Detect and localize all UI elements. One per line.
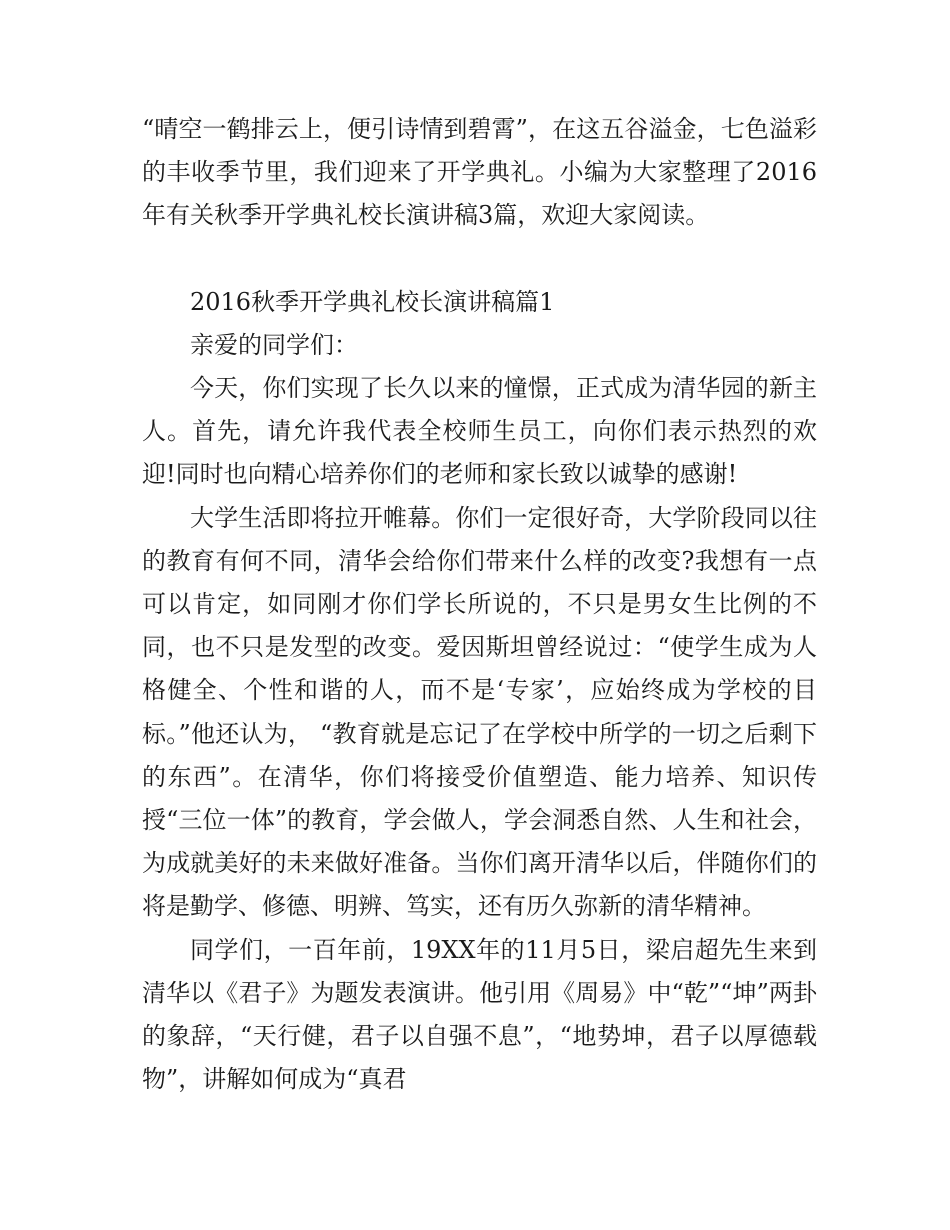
body-paragraph-1: 今天，你们实现了长久以来的憧憬，正式成为清华园的新主人。首先，请允许我代表全校师生员工，向你们表示热烈的欢迎!同时也向精心培养你们的老师和家长致以诚挚的感谢! — [142, 374, 817, 489]
document-body — [142, 108, 817, 1101]
salutation: 亲爱的同学们： — [190, 330, 358, 359]
intro-paragraph: “晴空一鹤排云上，便引诗情到碧霄”，在这五谷溢金，七色溢彩的丰收季节里，我们迎来了开学典礼。小编为大家整理了2016年有关秋季开学典礼校长演讲稿3篇，欢迎大家阅读。 — [142, 115, 817, 230]
body-paragraph-2: 大学生活即将拉开帷幕。你们一定很好奇，大学阶段同以往的教育有何不同，清华会给你们带来什么样的改变?我想有一点可以肯定，如同刚才你们学长所说的，不只是男女生比例的不同，也不只是发型的改变。爱因斯坦曾经说过：“使学生成为人格健全、个性和谐的人，而不是‘专家’，应始终成为学校的目标。”他还认为， “教育就是忘记了在学校中所学的一切之后剩下的东西”。在清华，你们将接受价值塑造、能力培养、知识传授“三位一体”的教育，学会做人，学会洞悉自然、人生和社会，为成就美好的未来做好准备。当你们离开清华以后，伴随你们的将是勤学、修德、明辨、笃实，还有历久弥新的清华精神。 — [142, 503, 817, 921]
body-paragraph-3: 同学们，一百年前，19XX年的11月5日，梁启超先生来到清华以《君子》为题发表演讲。他引用《周易》中“乾”“坤”两卦的象辞，“天行健，君子以自强不息”，“地势坤，君子以厚德载物”，讲解如何成为“真君 — [142, 935, 817, 1094]
paragraph-spacer — [142, 238, 817, 281]
section-heading: 2016秋季开学典礼校长演讲稿篇1 — [190, 287, 555, 316]
